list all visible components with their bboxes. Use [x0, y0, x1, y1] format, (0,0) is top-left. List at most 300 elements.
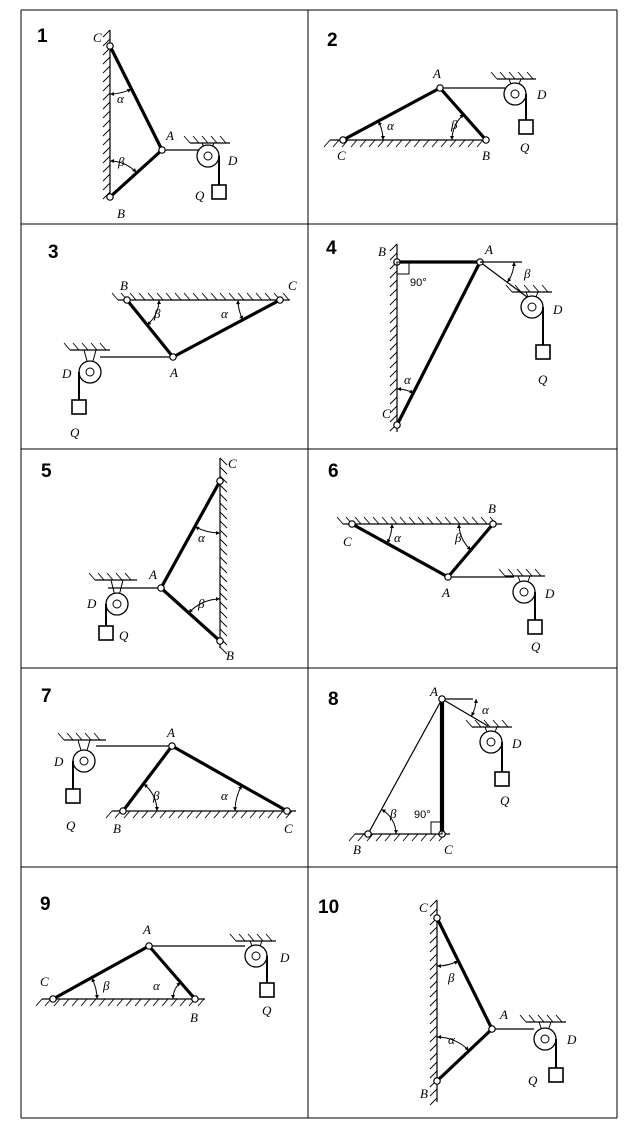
label-Q: Q — [520, 140, 530, 155]
pulley-D-support-hatch — [85, 733, 91, 740]
scheme-number: 10 — [318, 897, 340, 918]
floor-hatch — [250, 811, 256, 818]
label-beta: β — [451, 117, 458, 132]
rod-AB — [127, 300, 173, 357]
pulley-D-support-hatch — [193, 136, 199, 143]
label-C: C — [382, 406, 391, 421]
floor-hatch — [72, 999, 78, 1006]
pulley-D-support-hatch — [89, 573, 95, 580]
wall-hatch — [103, 30, 110, 37]
wall-hatch — [220, 575, 227, 582]
wall-hatch — [103, 174, 110, 181]
joint-B — [217, 638, 223, 644]
label-D: D — [537, 87, 547, 102]
floor-hatch — [180, 999, 186, 1006]
label-Q: Q — [531, 639, 541, 654]
floor-hatch — [205, 811, 211, 818]
floor-hatch — [178, 811, 184, 818]
joint-C — [277, 297, 283, 303]
floor-hatch — [468, 140, 474, 147]
floor-hatch — [223, 811, 229, 818]
joint-B — [490, 521, 496, 527]
pulley-D-support-hatch — [520, 1015, 526, 1022]
wall-hatch — [430, 1017, 437, 1024]
rod-AB — [440, 88, 486, 140]
floor-hatch — [349, 834, 355, 841]
floor-hatch — [99, 999, 105, 1006]
pulley-D-hub — [80, 757, 88, 765]
ceiling-hatch — [184, 293, 190, 300]
label-B: B — [378, 244, 386, 259]
pulley-D-support-hatch — [211, 136, 217, 143]
label-beta: β — [455, 530, 462, 545]
right-angle-label: 90° — [414, 809, 431, 821]
label-alpha: α — [221, 788, 228, 803]
floor-hatch — [405, 140, 411, 147]
label-Q: Q — [500, 793, 510, 808]
wall-hatch — [220, 584, 227, 591]
label-B: B — [420, 1086, 428, 1101]
pulley-D-hub — [204, 152, 212, 160]
label-beta: β — [524, 266, 531, 281]
pulley-D-load-box — [495, 772, 509, 786]
label-beta: β — [198, 596, 205, 611]
wall-hatch — [390, 307, 397, 314]
floor-hatch — [378, 140, 384, 147]
floor-hatch — [151, 811, 157, 818]
floor-hatch — [441, 140, 447, 147]
wall-hatch — [103, 93, 110, 100]
floor-hatch — [160, 811, 166, 818]
label-A: A — [166, 128, 174, 143]
wall-hatch — [390, 325, 397, 332]
angle-beta-arc-arrowhead — [437, 964, 441, 968]
label-B: B — [488, 501, 496, 516]
label-Q: Q — [528, 1073, 538, 1088]
wall-hatch — [390, 271, 397, 278]
label-D: D — [280, 950, 290, 965]
floor-hatch — [477, 140, 483, 147]
floor-hatch — [358, 834, 364, 841]
joint-B — [483, 137, 489, 143]
pulley-D-hub — [113, 600, 121, 608]
floor-hatch — [36, 999, 42, 1006]
ceiling-hatch — [382, 517, 388, 524]
wall-hatch — [103, 57, 110, 64]
wall-hatch — [390, 370, 397, 377]
pulley-D-support-hatch — [125, 573, 131, 580]
wall-hatch — [430, 1044, 437, 1051]
floor-hatch — [214, 811, 220, 818]
floor-hatch — [324, 140, 330, 147]
floor-hatch — [162, 999, 168, 1006]
wall-hatch — [220, 494, 227, 501]
joint-C — [284, 808, 290, 814]
rod-AC — [161, 481, 220, 588]
joint-A — [489, 1026, 495, 1032]
label-A: A — [442, 585, 450, 600]
pulley-D-support-hatch — [202, 136, 208, 143]
ceiling-hatch — [139, 293, 145, 300]
joint-B — [124, 297, 130, 303]
scheme-number: 3 — [48, 242, 59, 263]
floor-hatch — [351, 140, 357, 147]
joint-A — [169, 743, 175, 749]
floor-hatch — [241, 811, 247, 818]
ceiling-hatch — [391, 517, 397, 524]
joint-A — [437, 85, 443, 91]
wall-hatch — [430, 1098, 437, 1105]
joint-C — [217, 478, 223, 484]
pulley-D-support-hatch — [73, 343, 79, 350]
rod-AC — [53, 946, 149, 999]
pulley-D-support-hatch — [82, 343, 88, 350]
scheme-2 — [324, 30, 547, 163]
floor-hatch — [81, 999, 87, 1006]
pulley-D-hub — [487, 738, 495, 746]
pulley-D-support-hatch — [107, 573, 113, 580]
label-alpha: α — [448, 1032, 455, 1047]
wall-hatch — [103, 120, 110, 127]
wall-hatch — [103, 156, 110, 163]
scheme-number: 7 — [41, 686, 52, 707]
label-B: B — [353, 842, 361, 857]
pulley-D-hub — [252, 952, 260, 960]
floor-hatch — [423, 140, 429, 147]
floor-hatch — [450, 140, 456, 147]
wall-hatch — [390, 316, 397, 323]
pulley-D-load-box — [260, 983, 274, 997]
ceiling-hatch — [283, 293, 289, 300]
wall-hatch — [220, 521, 227, 528]
floor-hatch — [153, 999, 159, 1006]
ceiling-hatch — [112, 293, 118, 300]
wall-hatch — [390, 289, 397, 296]
joint-B — [434, 1078, 440, 1084]
pulley-D-hub — [528, 303, 536, 311]
wall-hatch — [103, 165, 110, 172]
label-D: D — [228, 153, 238, 168]
floor-hatch — [198, 999, 204, 1006]
wall-hatch — [220, 629, 227, 636]
floor-hatch — [268, 811, 274, 818]
wall-hatch — [103, 111, 110, 118]
rod-AB — [437, 1029, 492, 1081]
label-A: A — [149, 567, 157, 582]
pulley-D-support-hatch — [547, 1015, 553, 1022]
pulley-D-support-hatch — [116, 573, 122, 580]
floor-hatch — [196, 811, 202, 818]
wall-hatch — [390, 280, 397, 287]
wall-hatch — [103, 138, 110, 145]
label-beta: β — [448, 970, 455, 985]
wall-hatch — [103, 66, 110, 73]
floor-hatch — [376, 834, 382, 841]
label-C: C — [288, 278, 297, 293]
floor-hatch — [259, 811, 265, 818]
scheme-number: 2 — [327, 30, 338, 51]
wall-hatch — [103, 75, 110, 82]
floor-hatch — [133, 811, 139, 818]
label-Q: Q — [70, 425, 80, 440]
wall-hatch — [430, 900, 437, 907]
wall-hatch — [220, 566, 227, 573]
scheme-8 — [328, 684, 522, 857]
label-B: B — [190, 1010, 198, 1025]
wall-hatch — [103, 84, 110, 91]
label-B: B — [113, 821, 121, 836]
pulley-D-load-box — [536, 345, 550, 359]
floor-hatch — [459, 140, 465, 147]
label-alpha: α — [198, 530, 205, 545]
label-C: C — [343, 534, 352, 549]
pulley-D-support-hatch — [230, 934, 236, 941]
joint-C — [340, 137, 346, 143]
joint-B — [192, 996, 198, 1002]
pulley-D-support-hatch — [500, 72, 506, 79]
angle-beta-arc-arrowhead — [450, 136, 454, 140]
label-A: A — [485, 242, 493, 257]
scheme-3 — [48, 242, 297, 440]
floor-hatch — [421, 834, 427, 841]
wall-hatch — [430, 1026, 437, 1033]
pulley-D-support-hatch — [184, 136, 190, 143]
pulley-D-support-hatch — [499, 569, 505, 576]
wall-hatch — [430, 1062, 437, 1069]
ceiling-hatch — [436, 517, 442, 524]
pulley-D-load-box — [519, 120, 533, 134]
joint-B — [365, 831, 371, 837]
pulley-D-support-hatch — [533, 285, 539, 292]
angle-alpha-arc-arrowhead — [236, 300, 240, 304]
scheme-number: 8 — [328, 689, 339, 710]
pulley-D-support-hatch — [248, 934, 254, 941]
ceiling-hatch — [373, 517, 379, 524]
joint-A — [146, 943, 152, 949]
wall-hatch — [390, 397, 397, 404]
label-A: A — [143, 922, 151, 937]
scheme-number: 9 — [40, 894, 51, 915]
ceiling-hatch — [364, 517, 370, 524]
label-alpha: α — [221, 306, 228, 321]
ceiling-hatch — [265, 293, 271, 300]
angle-beta-arc-arrowhead — [381, 809, 385, 813]
ceiling-hatch — [220, 293, 226, 300]
label-Q: Q — [195, 188, 205, 203]
ceiling-hatch — [166, 293, 172, 300]
wall-hatch — [103, 183, 110, 190]
label-A: A — [430, 684, 438, 699]
ceiling-hatch — [481, 517, 487, 524]
angle-alpha-arc-arrowhead — [110, 92, 114, 96]
wall-hatch — [390, 334, 397, 341]
label-alpha: α — [482, 702, 489, 717]
ceiling-hatch — [238, 293, 244, 300]
label-A: A — [170, 365, 178, 380]
label-Q: Q — [538, 372, 548, 387]
pulley-D-support-hatch — [100, 343, 106, 350]
wall-hatch — [220, 485, 227, 492]
wall-hatch — [220, 593, 227, 600]
wall-hatch — [220, 611, 227, 618]
rod-AC — [437, 918, 492, 1029]
joint-C — [394, 422, 400, 428]
pulley-D-load-box — [66, 789, 80, 803]
right-angle-label: 90° — [410, 277, 427, 289]
pulley-D-support-hatch — [556, 1015, 562, 1022]
label-C: C — [337, 148, 346, 163]
pulley-D-support-hatch — [502, 720, 508, 727]
floor-hatch — [135, 999, 141, 1006]
ceiling-hatch — [193, 293, 199, 300]
floor-hatch — [414, 140, 420, 147]
floor-hatch — [144, 999, 150, 1006]
label-C: C — [40, 974, 49, 989]
pulley-D-support-hatch — [538, 1015, 544, 1022]
label-A: A — [167, 725, 175, 740]
label-C: C — [284, 821, 293, 836]
scheme-number: 5 — [41, 461, 52, 482]
wall-hatch — [430, 999, 437, 1006]
label-B: B — [120, 278, 128, 293]
scheme-9 — [36, 894, 290, 1025]
wall-hatch — [220, 503, 227, 510]
scheme-10 — [318, 897, 577, 1105]
floor-hatch — [394, 834, 400, 841]
wall-hatch — [390, 352, 397, 359]
label-A: A — [500, 1007, 508, 1022]
label-D: D — [567, 1032, 577, 1047]
ceiling-hatch — [400, 517, 406, 524]
pulley-D-hub — [511, 90, 519, 98]
wall-hatch — [103, 102, 110, 109]
label-beta: β — [103, 978, 110, 993]
wall-hatch — [220, 539, 227, 546]
label-C: C — [444, 842, 453, 857]
floor-hatch — [396, 140, 402, 147]
ceiling-hatch — [337, 517, 343, 524]
pulley-D-support-hatch — [257, 934, 263, 941]
wall-hatch — [430, 936, 437, 943]
pulley-D-support-hatch — [506, 285, 512, 292]
floor-hatch — [333, 140, 339, 147]
pulley-D-support-hatch — [220, 136, 226, 143]
label-D: D — [54, 754, 64, 769]
joint-C — [349, 521, 355, 527]
pulley-D-support-hatch — [239, 934, 245, 941]
joint-A — [445, 574, 451, 580]
label-Q: Q — [66, 818, 76, 833]
wall-hatch — [430, 1008, 437, 1015]
pulley-D-load-box — [212, 185, 226, 199]
floor-hatch — [117, 999, 123, 1006]
label-C: C — [419, 900, 428, 915]
angle-beta-arc-arrowhead — [110, 159, 114, 163]
wall-hatch — [390, 298, 397, 305]
label-D: D — [62, 366, 72, 381]
wall-hatch — [430, 1053, 437, 1060]
joint-C — [50, 996, 56, 1002]
wall-hatch — [390, 415, 397, 422]
ceiling-hatch — [148, 293, 154, 300]
ceiling-hatch — [418, 517, 424, 524]
label-beta: β — [154, 306, 161, 321]
pulley-D-support-hatch — [58, 733, 64, 740]
wall-hatch — [220, 548, 227, 555]
wall-hatch — [430, 1071, 437, 1078]
ceiling-hatch — [463, 517, 469, 524]
wall-hatch — [220, 602, 227, 609]
ceiling-hatch — [256, 293, 262, 300]
pulley-D-support-hatch — [67, 733, 73, 740]
wall-hatch — [430, 963, 437, 970]
pulley-D-support-hatch — [526, 569, 532, 576]
pulley-D-support-hatch — [98, 573, 104, 580]
pulley-D-hub — [541, 1035, 549, 1043]
label-C: C — [228, 456, 237, 471]
joint-A — [170, 354, 176, 360]
rod-AC — [172, 746, 287, 811]
wall-hatch — [220, 530, 227, 537]
pulley-D-support-hatch — [491, 72, 497, 79]
pulley-D-support-hatch — [527, 72, 533, 79]
angle-alpha-arc-arrowhead — [397, 387, 401, 391]
pulley-D-support-hatch — [508, 569, 514, 576]
scheme-6 — [328, 461, 555, 654]
rod-AB — [123, 746, 172, 811]
wall-hatch — [390, 361, 397, 368]
joint-C — [107, 43, 113, 49]
label-alpha: α — [404, 372, 411, 387]
label-D: D — [87, 596, 97, 611]
wall-hatch — [430, 972, 437, 979]
label-alpha: α — [394, 530, 401, 545]
floor-hatch — [387, 140, 393, 147]
wall-hatch — [220, 557, 227, 564]
label-alpha: α — [117, 91, 124, 106]
floor-hatch — [142, 811, 148, 818]
wall-hatch — [390, 388, 397, 395]
ceiling-hatch — [175, 293, 181, 300]
wall-hatch — [430, 954, 437, 961]
label-B: B — [226, 648, 234, 663]
wall-hatch — [430, 1089, 437, 1096]
pulley-D-support-hatch — [509, 72, 515, 79]
joint-A — [158, 585, 164, 591]
ceiling-hatch — [157, 293, 163, 300]
wall-hatch — [220, 467, 227, 474]
floor-hatch — [412, 834, 418, 841]
joint-B — [107, 194, 113, 200]
pulley-D-support-hatch — [517, 569, 523, 576]
scheme-number: 4 — [326, 238, 337, 259]
scheme-number: 1 — [37, 26, 48, 47]
scheme-1 — [37, 26, 238, 221]
angle-alpha-arc-arrowhead — [474, 699, 478, 703]
wall-hatch — [220, 512, 227, 519]
ceiling-hatch — [229, 293, 235, 300]
wall-hatch — [430, 927, 437, 934]
scheme-4 — [326, 238, 563, 432]
scheme-7 — [41, 686, 296, 836]
floor-hatch — [126, 999, 132, 1006]
ceiling-hatch — [472, 517, 478, 524]
pulley-D-support-hatch — [493, 720, 499, 727]
pulley-D-load-box — [72, 400, 86, 414]
floor-hatch — [403, 834, 409, 841]
pulley-D-load-box — [99, 626, 113, 640]
ceiling-hatch — [355, 517, 361, 524]
